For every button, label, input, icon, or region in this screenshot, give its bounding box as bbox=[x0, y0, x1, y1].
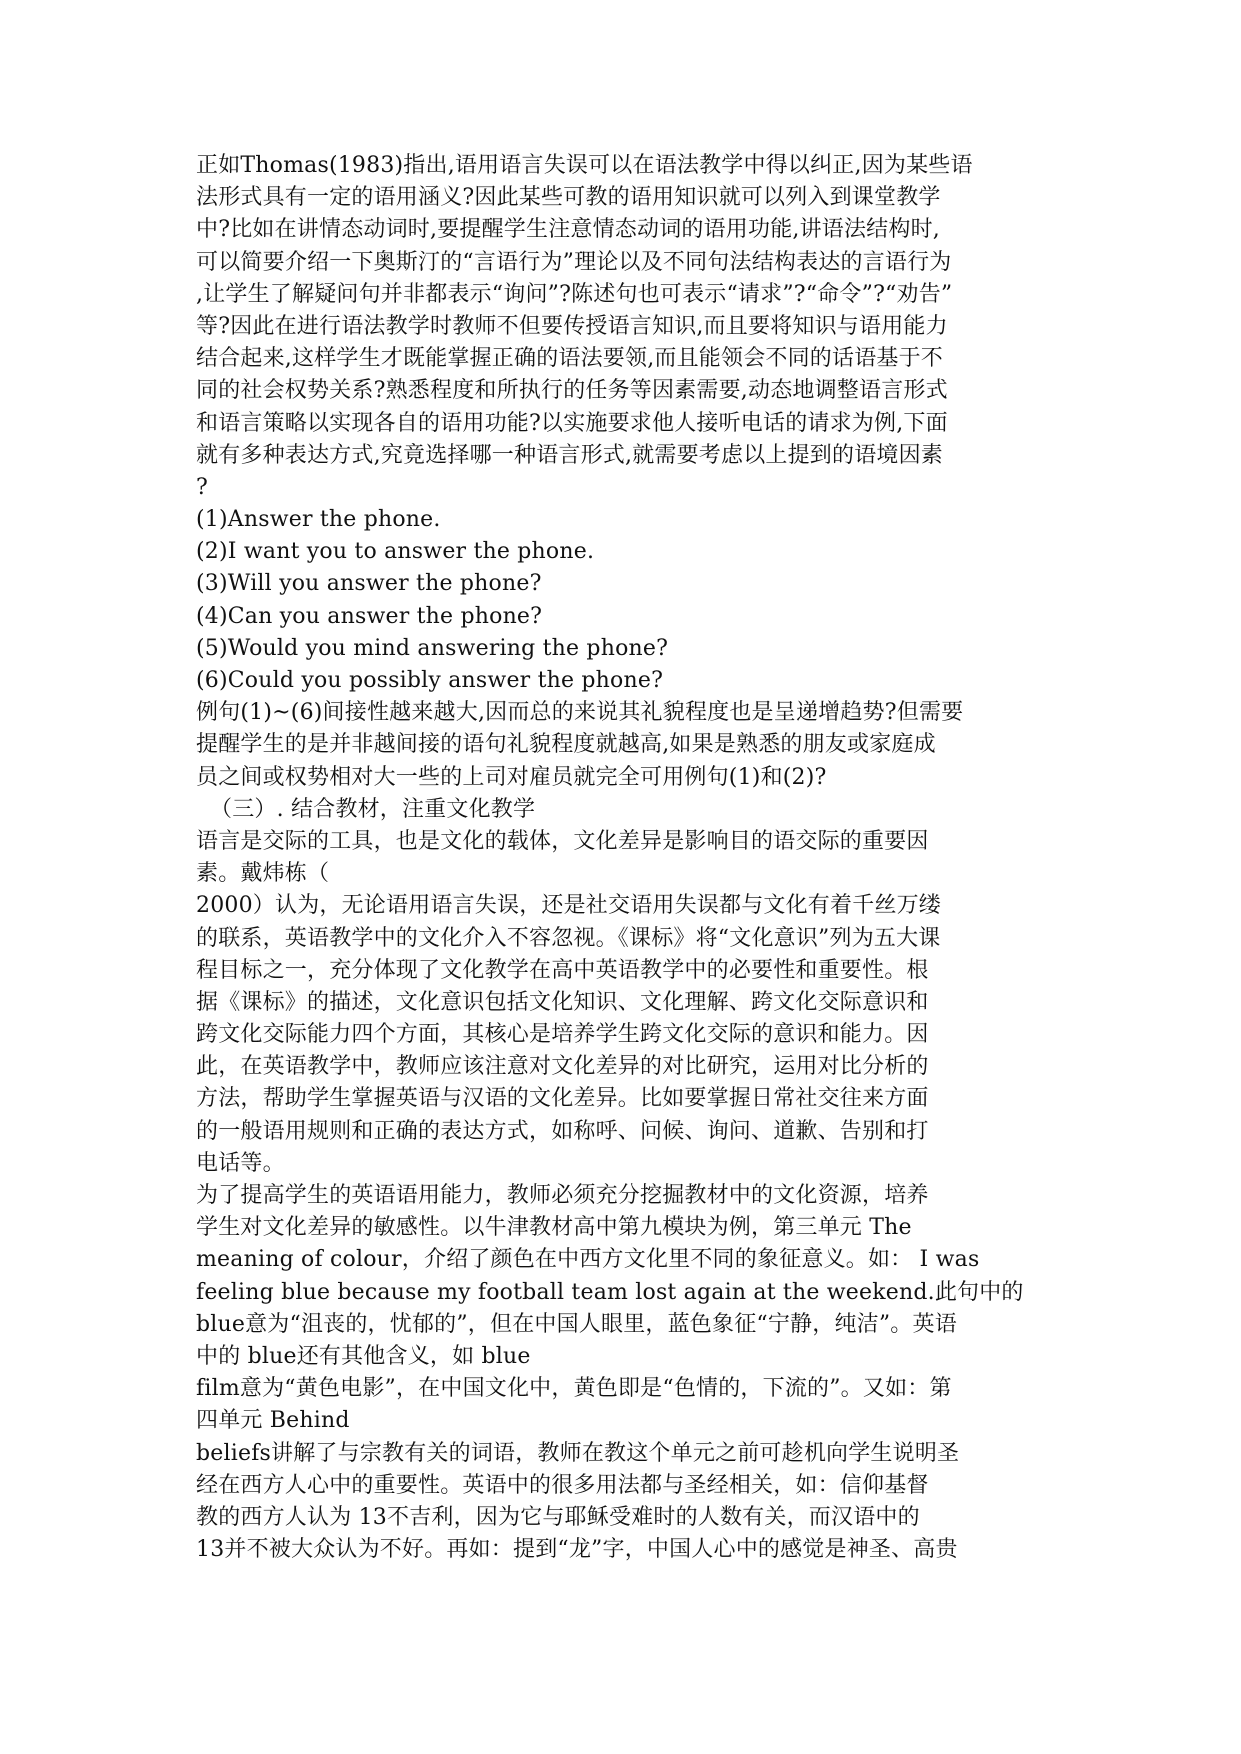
text-line: 例句(1)~(6)间接性越来越大,因而总的来说其礼貌程度也是呈递增趋势?但需要 bbox=[196, 700, 964, 726]
text-line: 法形式具有一定的语用涵义?因此某些可教的语用知识就可以列入到课堂教学 bbox=[196, 185, 941, 211]
text-line: 的一般语用规则和正确的表达方式，如称呼、问候、询问、道歉、告别和打 bbox=[196, 1118, 929, 1144]
text-line: 等?因此在进行语法教学时教师不但要传授语言知识,而且要将知识与语用能力 bbox=[196, 313, 948, 339]
text-line: 素。戴炜栋（ bbox=[196, 861, 330, 887]
text-line: 正如Thomas(1983)指出,语用语言失误可以在语法教学中得以纠正,因为某些语 bbox=[196, 153, 973, 178]
text-line: 经在西方人心中的重要性。英语中的很多用法都与圣经相关，如：信仰基督 bbox=[196, 1472, 929, 1498]
text-line: 教的西方人认为 13不吉利，因为它与耶稣受难时的人数有关，而汉语中的 bbox=[196, 1504, 920, 1530]
example-sentence: (3)Will you answer the phone? bbox=[196, 571, 542, 597]
text-line: 跨文化交际能力四个方面，其核心是培养学生跨文化交际的意识和能力。因 bbox=[196, 1022, 929, 1048]
text-line: 为了提高学生的英语语用能力，教师必须充分挖掘教材中的文化资源，培养 bbox=[196, 1183, 929, 1208]
text-line: 四单元 Behind bbox=[196, 1408, 350, 1434]
text-line: 就有多种表达方式,究竟选择哪一种语言形式,就需要考虑以上提到的语境因素 bbox=[196, 442, 943, 468]
example-sentence: (4)Can you answer the phone? bbox=[196, 603, 543, 629]
text-line: 和语言策略以实现各自的语用功能?以实施要求他人接听电话的请求为例,下面 bbox=[196, 410, 948, 436]
text-line: film意为“黄色电影”，在中国文化中，黄色即是“色情的，下流的”。又如：第 bbox=[196, 1376, 952, 1402]
text-line: feeling blue because my football team lost again at the weekend.此句中的 bbox=[196, 1279, 1024, 1305]
text-line: 据《课标》的描述，文化意识包括文化知识、文化理解、跨文化交际意识和 bbox=[196, 989, 929, 1015]
text-line: 学生对文化差异的敏感性。以牛津教材高中第九模块为例，第三单元 The bbox=[196, 1215, 912, 1241]
text-line: 此，在英语教学中，教师应该注意对文化差异的对比研究，运用对比分析的 bbox=[196, 1054, 929, 1080]
text-line: 程目标之一，充分体现了文化教学在高中英语教学中的必要性和重要性。根 bbox=[196, 957, 929, 983]
text-line: 方法，帮助学生掌握英语与汉语的文化差异。比如要掌握日常社交往来方面 bbox=[196, 1086, 929, 1112]
text-line: 员之间或权势相对大一些的上司对雇员就完全可用例句(1)和(2)? bbox=[196, 764, 827, 790]
section-heading: （三）. 结合教材，注重文化教学 bbox=[210, 796, 536, 822]
text-line: ? bbox=[196, 474, 208, 500]
text-line: 同的社会权势关系?熟悉程度和所执行的任务等因素需要,动态地调整语言形式 bbox=[196, 378, 948, 404]
example-sentence: (2)I want you to answer the phone. bbox=[196, 539, 595, 565]
text-line: meaning of colour，介绍了颜色在中西方文化里不同的象征意义。如： I was bbox=[196, 1247, 980, 1273]
text-line: 电话等。 bbox=[196, 1150, 285, 1176]
example-sentence: (5)Would you mind answering the phone? bbox=[196, 635, 669, 661]
text-line: blue意为“沮丧的，忧郁的”，但在中国人眼里，蓝色象征“宁静，纯洁”。英语 bbox=[196, 1311, 957, 1337]
text-line: 13并不被大众认为不好。再如：提到“龙”字，中国人心中的感觉是神圣、高贵 bbox=[196, 1537, 958, 1563]
text-line: 语言是交际的工具，也是文化的载体，文化差异是影响目的语交际的重要因 bbox=[196, 828, 929, 854]
text-line: 中?比如在讲情态动词时,要提醒学生注意情态动词的语用功能,讲语法结构时, bbox=[196, 217, 940, 243]
text-line: 的联系，英语教学中的文化介入不容忽视。《课标》将“文化意识”列为五大课 bbox=[196, 925, 941, 951]
text-line: ,让学生了解疑问句并非都表示“询问”?陈述句也可表示“请求”?“命令”?“劝告” bbox=[196, 281, 953, 307]
example-sentence: (1)Answer the phone. bbox=[196, 507, 441, 533]
text-line: 2000）认为，无论语用语言失误，还是社交语用失误都与文化有着千丝万缕 bbox=[196, 893, 941, 919]
text-line: 中的 blue还有其他含义，如 blue bbox=[196, 1343, 531, 1369]
text-line: 提醒学生的是并非越间接的语句礼貌程度就越高,如果是熟悉的朋友或家庭成 bbox=[196, 732, 936, 758]
text-line: 可以简要介绍一下奥斯汀的“言语行为”理论以及不同句法结构表达的言语行为 bbox=[196, 249, 952, 275]
example-sentence: (6)Could you possibly answer the phone? bbox=[196, 668, 664, 693]
text-line: beliefs讲解了与宗教有关的词语，教师在教这个单元之前可趁机向学生说明圣 bbox=[196, 1440, 960, 1466]
document-page bbox=[196, 150, 1056, 1566]
text-line: 结合起来,这样学生才既能掌握正确的语法要领,而且能领会不同的话语基于不 bbox=[196, 346, 943, 372]
